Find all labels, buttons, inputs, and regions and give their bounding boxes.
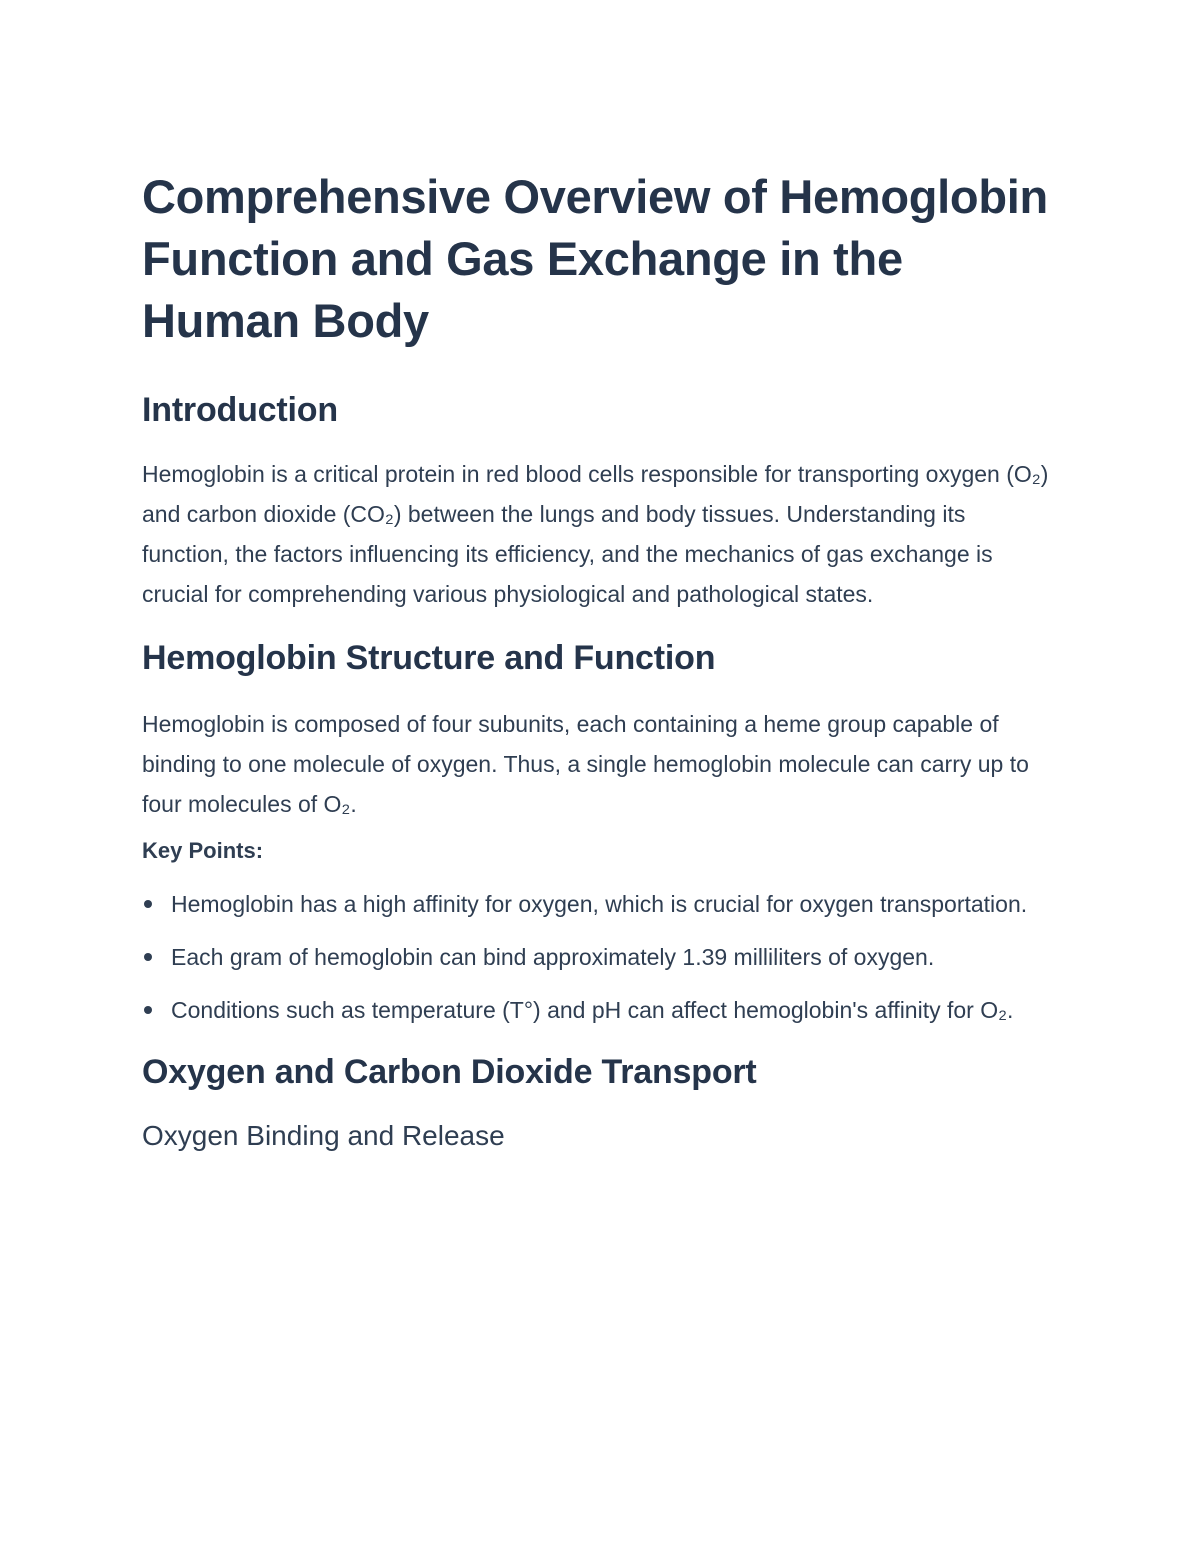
introduction-heading: Introduction xyxy=(142,391,338,429)
key-points-label: Key Points: xyxy=(142,838,264,863)
transport-heading: Oxygen and Carbon Dioxide Transport xyxy=(142,1053,757,1091)
oxygen-binding-subheading: Oxygen Binding and Release xyxy=(142,1120,505,1151)
structure-heading: Hemoglobin Structure and Function xyxy=(142,639,716,677)
key-point-text: Hemoglobin has a high affinity for oxygen, which is crucial for oxygen transportation. xyxy=(171,891,1028,917)
bullet-icon xyxy=(144,900,152,908)
bullet-icon xyxy=(144,1006,152,1014)
bullet-icon xyxy=(144,953,152,961)
key-point-item xyxy=(142,990,1052,1030)
key-point-text: Conditions such as temperature (T°) and pH can affect hemoglobin's affinity for O₂. xyxy=(171,997,1014,1023)
document-title: Comprehensive Overview of Hemoglobin Function and Gas Exchange in the Human Body xyxy=(142,170,1048,347)
key-point-item xyxy=(142,884,1052,924)
key-points-list xyxy=(142,884,1052,1030)
key-point-text: Each gram of hemoglobin can bind approximately 1.39 milliliters of oxygen. xyxy=(171,944,935,970)
key-point-item xyxy=(142,937,1052,977)
introduction-paragraph: Hemoglobin is a critical protein in red blood cells responsible for transporting oxygen (O₂) and carbon dioxide (CO₂) between the lungs and body tissues. Understanding its function, the factors influencing its efficiency, and the mechanics of gas exchange is crucial for comprehending various physiological and pathological states. xyxy=(142,461,1049,607)
document-page xyxy=(142,166,1052,1154)
structure-paragraph: Hemoglobin is composed of four subunits, each containing a heme group capable of binding to one molecule of oxygen. Thus, a single hemoglobin molecule can carry up to four molecules of O₂. xyxy=(142,711,1029,817)
